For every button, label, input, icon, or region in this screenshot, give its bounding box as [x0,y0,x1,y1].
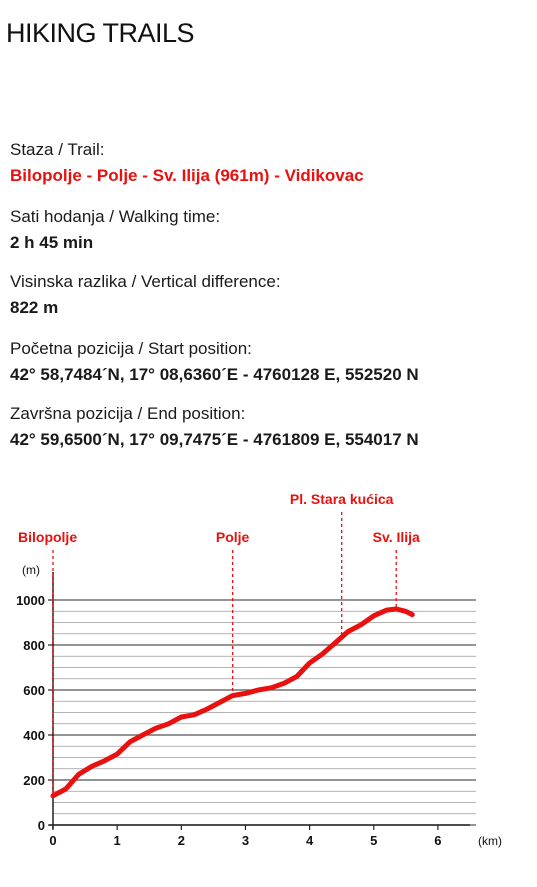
trail-value: Bilopolje - Polje - Sv. Ilija (961m) - Vidikovac [10,166,364,185]
y-tick-label: 0 [37,818,45,833]
y-axis-label: (m) [22,563,40,577]
annotation-label: Pl. Stara kućica [289,491,394,507]
x-tick-label: 3 [241,833,250,848]
start-position-label: Početna pozicija / Start position: [10,339,252,358]
x-tick-label: 1 [113,833,121,848]
end-position-value: 42° 59,6500´N, 17° 09,7475´E - 4761809 E, 554017 N [10,430,419,449]
x-tick-label: 6 [434,833,442,848]
trail-label: Staza / Trail: [10,140,105,159]
annotation-label: Polje [215,529,250,545]
annotation-label: Sv. Ilija [372,529,420,545]
walking-time-info [10,207,220,253]
start-position-value: 42° 58,7484´N, 17° 08,6360´E - 4760128 E, 552520 N [10,365,419,384]
vertical-difference-value: 822 m [10,298,59,317]
y-tick-label: 400 [23,728,45,743]
trail-info [10,140,364,186]
x-tick-label: 5 [370,833,378,848]
y-tick-label: 200 [23,773,45,788]
vertical-difference-info [10,272,281,318]
annotation-label: Bilopolje [18,529,78,545]
end-position-label: Završna pozicija / End position: [10,404,246,423]
y-tick-label: 600 [23,683,45,698]
y-tick-label: 1000 [16,593,45,608]
page-title: HIKING TRAILS [6,18,195,48]
walking-time-value: 2 h 45 min [10,233,94,252]
end-position-info [10,404,419,450]
elevation-chart [0,480,537,880]
x-axis-label: (km) [478,834,502,848]
elevation-profile-line [53,609,412,796]
walking-time-label: Sati hodanja / Walking time: [10,207,221,226]
x-tick-label: 4 [305,833,314,848]
x-tick-label: 2 [177,833,185,848]
y-tick-label: 800 [23,638,45,653]
vertical-difference-label: Visinska razlika / Vertical difference: [10,272,281,291]
start-position-info [10,339,419,385]
x-tick-label: 0 [49,833,57,848]
